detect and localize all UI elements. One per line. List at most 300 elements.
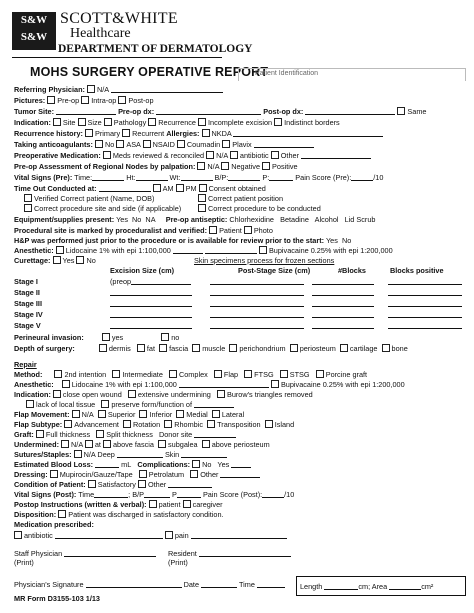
stage-2-post-field[interactable] <box>210 288 304 296</box>
recurrent-label: Recurrent <box>132 129 165 138</box>
medication-options-row <box>14 531 287 540</box>
chlorhexidine-option[interactable]: Chlorhexidine <box>229 215 274 224</box>
stsg-checkbox[interactable] <box>280 370 288 378</box>
lateral-checkbox[interactable] <box>212 410 220 418</box>
stage-1-positive-field[interactable] <box>388 277 462 285</box>
referring-physician-row <box>14 85 223 94</box>
correct-position-checkbox[interactable] <box>198 194 206 202</box>
rx-pain-field[interactable] <box>191 531 287 539</box>
site-photo-checkbox[interactable] <box>244 226 252 234</box>
vital-signs-pre-row <box>14 173 383 182</box>
anesthetic-label: Anesthetic: <box>14 246 54 255</box>
flap-movement-label: Flap Movement: <box>14 410 70 419</box>
perineural-row <box>14 333 179 342</box>
site-photo-label: Photo <box>253 226 273 235</box>
nodes-na-checkbox[interactable] <box>197 162 205 170</box>
preserve-form-checkbox[interactable] <box>101 400 109 408</box>
stage-2-positive-field[interactable] <box>388 288 462 296</box>
sutures-row <box>14 450 227 459</box>
extensive-undermining-checkbox[interactable] <box>128 390 136 398</box>
anticoag-no-label: No <box>104 140 115 149</box>
preop-med-na-label: N/A <box>216 151 228 160</box>
rx-pain-checkbox[interactable] <box>165 531 173 539</box>
physicians-signature-field[interactable] <box>86 580 182 588</box>
depth-label: Depth of surgery: <box>14 344 75 353</box>
stage-2-excision-field[interactable] <box>110 288 192 296</box>
post-op-dx-label: Post-op dx: <box>263 107 304 116</box>
lack-local-tissue-label: lack of local tissue <box>36 400 96 409</box>
logo-line-top: S&W <box>20 14 48 26</box>
am-checkbox[interactable] <box>153 184 161 192</box>
instr-caregiver-checkbox[interactable] <box>183 500 191 508</box>
correct-procedure-label: Correct procedure to be conducted <box>208 204 321 213</box>
stage-4-excision-field[interactable] <box>110 310 192 318</box>
ftsg-checkbox[interactable] <box>244 370 252 378</box>
stage-3-blocks-field[interactable] <box>312 299 374 307</box>
sutures-na-checkbox[interactable] <box>74 450 82 458</box>
site-patient-checkbox[interactable] <box>209 226 217 234</box>
stage-3-positive-field[interactable] <box>388 299 462 307</box>
indication-label: Indication: <box>14 118 51 127</box>
second-intention-checkbox[interactable] <box>54 370 62 378</box>
split-thickness-checkbox[interactable] <box>96 430 104 438</box>
advancement-checkbox[interactable] <box>64 420 72 428</box>
medial-label: Medial <box>186 410 208 419</box>
regional-nodes-row <box>14 162 298 171</box>
perineural-no-checkbox[interactable] <box>161 333 169 341</box>
plavix-checkbox[interactable] <box>222 140 230 148</box>
medial-checkbox[interactable] <box>176 410 184 418</box>
perineural-label: Perineural invasion: <box>14 333 84 342</box>
staff-physician-field[interactable] <box>64 549 156 557</box>
intra-op-checkbox[interactable] <box>81 96 89 104</box>
pm-checkbox[interactable] <box>176 184 184 192</box>
perineural-no-label: no <box>171 333 180 342</box>
lateral-label: Lateral <box>221 410 245 419</box>
resident-field[interactable] <box>199 549 291 557</box>
repair-anesthetic-label: Anesthetic: <box>14 380 54 389</box>
disposition-row <box>14 510 224 519</box>
bupivacaine-amount-field[interactable] <box>205 246 257 254</box>
anticoagulants-row <box>14 140 314 149</box>
fascia-checkbox[interactable] <box>159 344 167 352</box>
blood-loss-row <box>14 460 251 469</box>
perineural-yes-label: yes <box>111 333 124 342</box>
positive-checkbox[interactable] <box>262 162 270 170</box>
above-periosteum-checkbox[interactable] <box>202 440 210 448</box>
undermined-na-checkbox[interactable] <box>61 440 69 448</box>
preserve-form-field[interactable] <box>194 400 234 408</box>
area-unit: cm² <box>421 582 434 591</box>
date-label: Date <box>183 580 200 589</box>
island-checkbox[interactable] <box>265 420 273 428</box>
post-out-of-10: /10 <box>284 490 295 499</box>
rotation-label: Rotation <box>132 420 161 429</box>
blood-loss-label: Estimated Blood Loss: <box>14 460 94 469</box>
close-open-wound-checkbox[interactable] <box>53 390 61 398</box>
cartilage-checkbox[interactable] <box>340 344 348 352</box>
complications-yes-field[interactable] <box>231 460 251 468</box>
instr-patient-checkbox[interactable] <box>149 500 157 508</box>
undermined-row <box>14 440 270 449</box>
complications-no-checkbox[interactable] <box>192 460 200 468</box>
post-op-label: Post-op <box>128 96 154 105</box>
area-field[interactable] <box>389 582 421 590</box>
post-time-field[interactable] <box>94 490 128 498</box>
vital-signs-post-row: Vital Signs (Post): Time ; B/P P Pain Score (Post): /10 <box>14 490 295 499</box>
depth-row <box>14 344 408 353</box>
complex-label: Complex <box>178 370 208 379</box>
medication-prescribed-row <box>14 520 94 529</box>
correct-procedure-checkbox[interactable] <box>198 204 206 212</box>
primary-label: Primary <box>94 129 121 138</box>
time-out-row <box>14 184 266 193</box>
pain-score-pre-field[interactable] <box>351 173 373 181</box>
pathology-checkbox[interactable] <box>104 118 112 126</box>
print-2-label: (Print) <box>168 558 188 567</box>
procedural-site-label: Procedural site is marked by proceduralist and verified: <box>14 226 208 235</box>
curettage-yes-checkbox[interactable] <box>53 256 61 264</box>
form-id: MR Form D3155-103 1/13 <box>14 594 100 603</box>
consent-label: Consent obtained <box>208 184 266 193</box>
second-intention-label: 2nd intention <box>64 370 107 379</box>
flap-checkbox[interactable] <box>214 370 222 378</box>
inferior-checkbox[interactable] <box>139 410 147 418</box>
repair-bupivacaine-label: Bupivacaine 0.25% with epi 1:200,000 <box>280 380 405 389</box>
incomplete-excision-checkbox[interactable] <box>198 118 206 126</box>
alcohol-option[interactable]: Alcohol <box>314 215 339 224</box>
nsaid-checkbox[interactable] <box>143 140 151 148</box>
rhombic-checkbox[interactable] <box>164 420 172 428</box>
correct-site-checkbox[interactable] <box>24 204 32 212</box>
repair-indication-row <box>14 390 313 399</box>
pre-op-dx-field[interactable] <box>156 107 261 115</box>
stage-3-post-field[interactable] <box>210 299 304 307</box>
satisfactory-checkbox[interactable] <box>88 480 96 488</box>
flap-subtype-row <box>14 420 294 429</box>
stage-2-label: Stage II <box>14 288 40 297</box>
periosteum-label: periosteum <box>299 344 336 353</box>
meds-reviewed-checkbox[interactable] <box>103 151 111 159</box>
rx-antibiotic-checkbox[interactable] <box>14 531 22 539</box>
sig-time-label: Time <box>238 580 255 589</box>
preop-med-other-field[interactable] <box>301 151 371 159</box>
betadine-option[interactable]: Betadine <box>280 215 309 224</box>
stage-2-blocks-field[interactable] <box>312 288 374 296</box>
antibiotic-checkbox[interactable] <box>230 151 238 159</box>
above-fascia-checkbox[interactable] <box>103 440 111 448</box>
wt-field[interactable] <box>181 173 213 181</box>
verified-patient-checkbox[interactable] <box>24 194 32 202</box>
stage-5-blocks-field[interactable] <box>312 321 374 329</box>
referring-physician-label: Referring Physician: <box>14 85 85 94</box>
recurrence-history-label: Recurrence history: <box>14 129 83 138</box>
recurrence-checkbox[interactable] <box>148 118 156 126</box>
bp-field[interactable] <box>228 173 260 181</box>
hp-no[interactable]: No <box>341 236 352 245</box>
hp-label: H&P was performed just prior to the procedure or is available for review prior to the start: <box>14 236 325 245</box>
coumadin-checkbox[interactable] <box>177 140 185 148</box>
cartilage-label: cartilage <box>349 344 378 353</box>
subgalea-checkbox[interactable] <box>158 440 166 448</box>
post-op-dx-field[interactable] <box>305 107 395 115</box>
blocks-positive-header: Blocks positive <box>390 266 444 275</box>
vital-signs-pre-label: Vital Signs (Pre): <box>14 173 73 182</box>
undermined-na-label: N/A <box>71 440 83 449</box>
dermis-checkbox[interactable] <box>99 344 107 352</box>
report-title: MOHS SURGERY OPERATIVE REPORT <box>30 65 269 79</box>
post-bp-label: B/P <box>132 490 144 499</box>
post-p-field[interactable] <box>177 490 201 498</box>
fat-checkbox[interactable] <box>137 344 145 352</box>
above-periosteum-label: above periosteum <box>211 440 270 449</box>
donor-site-field[interactable] <box>194 430 236 438</box>
time-field[interactable] <box>92 173 124 181</box>
complications-label: Complications: <box>137 460 191 469</box>
at-checkbox[interactable] <box>85 440 93 448</box>
intermediate-checkbox[interactable] <box>112 370 120 378</box>
graft-label: Graft: <box>14 430 34 439</box>
petrolatum-checkbox[interactable] <box>139 470 147 478</box>
nkda-label: NKDA <box>211 129 232 138</box>
pain-score-post-field[interactable] <box>262 490 284 498</box>
bupivacaine-checkbox[interactable] <box>259 246 267 254</box>
bone-checkbox[interactable] <box>382 344 390 352</box>
dressing-other-checkbox[interactable] <box>190 470 198 478</box>
length-field[interactable] <box>324 582 358 590</box>
stage-4-post-field[interactable] <box>210 310 304 318</box>
antibiotic-label: antibiotic <box>239 151 269 160</box>
equip-yes[interactable]: Yes <box>116 215 128 224</box>
ht-field[interactable] <box>136 173 168 181</box>
primary-checkbox[interactable] <box>85 129 93 137</box>
curettage-no-checkbox[interactable] <box>76 256 84 264</box>
preop-med-other-label: Other <box>280 151 299 160</box>
perichondrium-checkbox[interactable] <box>229 344 237 352</box>
post-stage-size-header: Post-Stage Size (cm) <box>238 266 311 275</box>
length-label: Length <box>300 582 323 591</box>
condition-other-checkbox[interactable] <box>138 480 146 488</box>
equip-no[interactable]: No <box>132 215 142 224</box>
nkda-checkbox[interactable] <box>202 129 210 137</box>
resident-block <box>168 549 291 558</box>
pain-score-post-label: Pain Score (Post): <box>202 490 263 499</box>
referring-physician-field[interactable] <box>111 85 223 93</box>
pain-out-of-10: /10 <box>373 173 384 182</box>
pre-op-checkbox[interactable] <box>47 96 55 104</box>
perineural-yes-checkbox[interactable] <box>102 333 110 341</box>
dressing-other-label: Other <box>200 470 219 479</box>
repair-indication-row-2 <box>26 400 234 409</box>
repair-heading: Repair <box>14 360 37 369</box>
date-field[interactable] <box>201 580 237 588</box>
skin-label: Skin <box>164 450 180 459</box>
plavix-label: Plavix <box>232 140 252 149</box>
skin-field[interactable] <box>181 450 227 458</box>
tumor-site-row <box>14 107 426 116</box>
verification-row-1 <box>24 194 154 203</box>
preop-med-na-checkbox[interactable] <box>206 151 214 159</box>
stage-4-positive-field[interactable] <box>388 310 462 318</box>
site-patient-label: Patient <box>219 226 242 235</box>
mupirocin-label: Mupirocin/Gauze/Tape <box>59 470 133 479</box>
movement-na-label: N/A <box>81 410 94 419</box>
preop-medication-label: Preoperative Medication: <box>14 151 101 160</box>
medication-prescribed-label: Medication prescribed: <box>14 520 94 529</box>
deep-field[interactable] <box>117 450 163 458</box>
logo-line-bottom: S&W <box>20 31 48 43</box>
movement-na-checkbox[interactable] <box>72 410 80 418</box>
stage-4-blocks-field[interactable] <box>312 310 374 318</box>
hp-row <box>14 236 351 245</box>
size-label: Size <box>87 118 102 127</box>
discharged-label: Patient was discharged in satisfactory condition. <box>68 510 224 519</box>
condition-row <box>14 480 212 489</box>
brand-subname: Healthcare <box>70 26 131 41</box>
stage-5-excision-field[interactable] <box>110 321 192 329</box>
sig-time-field[interactable] <box>257 580 285 588</box>
recurrence-label: Recurrence <box>158 118 196 127</box>
anticoag-other-field[interactable] <box>254 140 314 148</box>
rx-pain-label: pain <box>174 531 189 540</box>
full-thickness-checkbox[interactable] <box>36 430 44 438</box>
repair-bupivacaine-checkbox[interactable] <box>271 380 279 388</box>
site-checkbox[interactable] <box>53 118 61 126</box>
verification-row-1b <box>198 194 283 203</box>
nsaid-label: NSAID <box>152 140 175 149</box>
condition-other-field[interactable] <box>168 480 212 488</box>
stage-3-excision-field[interactable] <box>110 299 192 307</box>
recurrence-history-row <box>14 129 383 138</box>
hp-yes[interactable]: Yes <box>325 236 338 245</box>
rx-antibiotic-field[interactable] <box>55 531 163 539</box>
equip-na[interactable]: NA <box>145 215 156 224</box>
rx-antibiotic-label: antibiotic <box>24 531 53 540</box>
periosteum-checkbox[interactable] <box>290 344 298 352</box>
ht-label: Ht: <box>126 173 136 182</box>
stage-1-post-field[interactable] <box>210 277 304 285</box>
stage-4-label: Stage IV <box>14 310 43 319</box>
anticoagulants-label: Taking anticoagulants: <box>14 140 93 149</box>
mupirocin-checkbox[interactable] <box>50 470 58 478</box>
size-checkbox[interactable] <box>78 118 86 126</box>
repair-lidocaine-checkbox[interactable] <box>62 380 70 388</box>
negative-checkbox[interactable] <box>221 162 229 170</box>
stage-1-blocks-field[interactable] <box>312 277 374 285</box>
dressing-other-field[interactable] <box>220 470 260 478</box>
positive-label: Positive <box>272 162 298 171</box>
indistinct-borders-checkbox[interactable] <box>274 118 282 126</box>
burows-triangles-label: Burow's triangles removed <box>226 390 313 399</box>
post-bp-field[interactable] <box>144 490 170 498</box>
complications-no-label: No <box>202 460 212 469</box>
transposition-checkbox[interactable] <box>207 420 215 428</box>
recurrent-checkbox[interactable] <box>122 129 130 137</box>
blocks-header: #Blocks <box>338 266 366 275</box>
dermis-label: dermis <box>108 344 131 353</box>
flap-label: Flap <box>223 370 239 379</box>
porcine-graft-checkbox[interactable] <box>316 370 324 378</box>
rotation-checkbox[interactable] <box>123 420 131 428</box>
negative-label: Negative <box>231 162 261 171</box>
same-checkbox[interactable] <box>397 107 405 115</box>
perichondrium-label: perichondrium <box>239 344 286 353</box>
instr-caregiver-label: caregiver <box>192 500 223 509</box>
intermediate-label: Intermediate <box>122 370 163 379</box>
island-label: Island <box>274 420 295 429</box>
time-out-field[interactable] <box>99 184 151 192</box>
na-label: N/A <box>97 85 109 94</box>
stage-5-post-field[interactable] <box>210 321 304 329</box>
department-name: DEPARTMENT OF DERMATOLOGY <box>58 43 253 55</box>
allergies-field[interactable] <box>233 129 383 137</box>
na-checkbox[interactable] <box>87 85 95 93</box>
stage-5-positive-field[interactable] <box>388 321 462 329</box>
measurement-row <box>300 582 433 591</box>
site-label: Site <box>62 118 76 127</box>
brand-name: SCOTT&WHITE <box>60 10 178 27</box>
staff-physician-label: Staff Physician <box>14 549 63 558</box>
nodes-na-label: N/A <box>207 162 220 171</box>
superior-label: Superior <box>107 410 136 419</box>
superior-checkbox[interactable] <box>98 410 106 418</box>
time-out-label: Time Out Conducted at: <box>14 184 97 193</box>
lidocaine-checkbox[interactable] <box>56 246 64 254</box>
post-op-checkbox[interactable] <box>118 96 126 104</box>
pre-op-label: Pre-op <box>57 96 80 105</box>
consent-checkbox[interactable] <box>199 184 207 192</box>
verification-row-2b <box>198 204 321 213</box>
anesthetic-row <box>14 246 393 255</box>
postop-instructions-label: Postop Instructions (written & verbal): <box>14 500 147 509</box>
correct-position-label: Correct patient position <box>208 194 284 203</box>
preop-med-other-checkbox[interactable] <box>271 151 279 159</box>
stage-1-excision-field[interactable] <box>131 277 191 285</box>
transposition-label: Transposition <box>217 420 261 429</box>
disposition-label: Disposition: <box>14 510 57 519</box>
discharged-checkbox[interactable] <box>58 510 66 518</box>
pictures-row <box>14 96 154 105</box>
area-label: Area <box>371 582 388 591</box>
advancement-label: Advancement <box>74 420 119 429</box>
asa-checkbox[interactable] <box>116 140 124 148</box>
sutures-label: Sutures/Staples: <box>14 450 72 459</box>
lid-scrub-option[interactable]: Lid Scrub <box>344 215 376 224</box>
complex-checkbox[interactable] <box>169 370 177 378</box>
dressing-label: Dressing: <box>14 470 48 479</box>
burows-triangles-checkbox[interactable] <box>217 390 225 398</box>
extensive-undermining-label: extensive undermining <box>137 390 211 399</box>
lidocaine-field[interactable] <box>173 246 203 254</box>
indistinct-borders-label: Indistinct borders <box>284 118 340 127</box>
tumor-site-field[interactable] <box>56 107 116 115</box>
same-label: Same <box>407 107 427 116</box>
repair-lidocaine-field[interactable] <box>179 380 269 388</box>
graft-row <box>14 430 236 439</box>
equipment-label: Equipment/supplies present: <box>14 215 115 224</box>
lidocaine-label: Lidocaine 1% with epi 1:100,000 <box>65 246 171 255</box>
blood-loss-field[interactable] <box>95 460 119 468</box>
p-field[interactable] <box>269 173 293 181</box>
resident-label: Resident <box>168 549 197 558</box>
pictures-label: Pictures: <box>14 96 46 105</box>
lack-local-tissue-checkbox[interactable] <box>26 400 34 408</box>
muscle-checkbox[interactable] <box>192 344 200 352</box>
curettage-row <box>14 256 96 265</box>
am-label: AM <box>162 184 174 193</box>
anticoag-no-checkbox[interactable] <box>95 140 103 148</box>
bupivacaine-label: Bupivacaine 0.25% with epi 1:200,000 <box>268 246 393 255</box>
